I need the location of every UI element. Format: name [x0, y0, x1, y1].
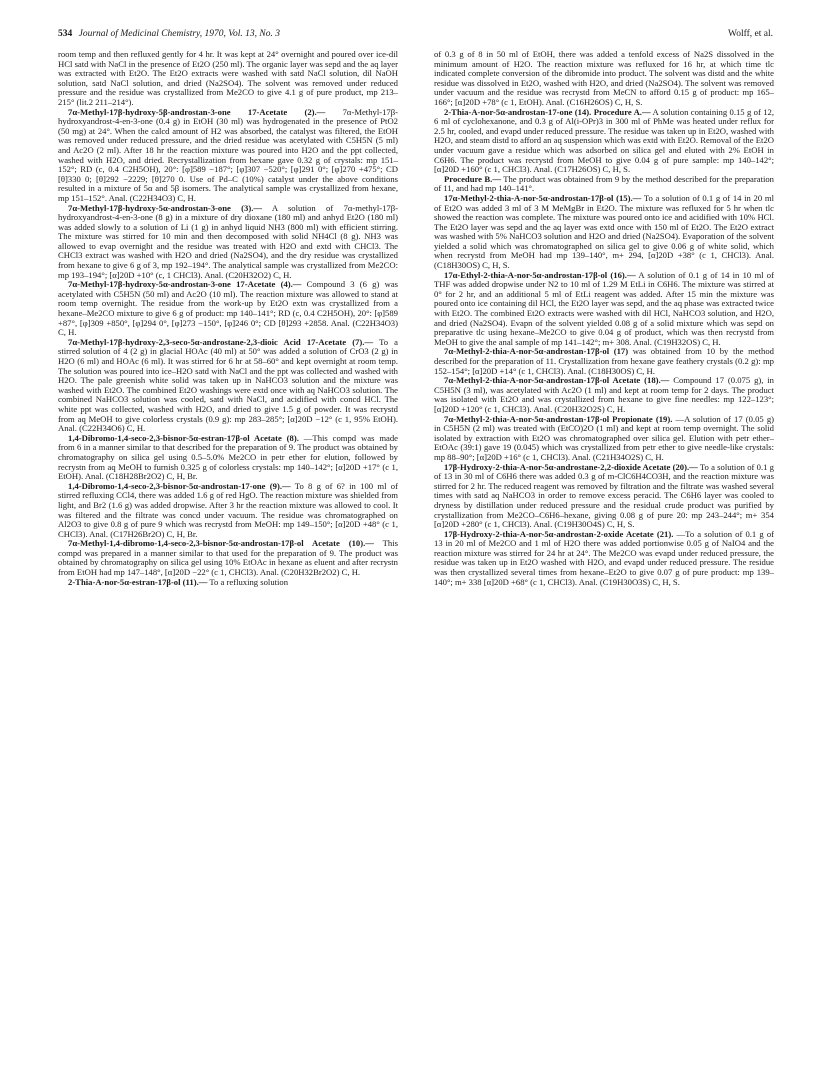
compound-heading: 1,4-Dibromo-1,4-seco-2,3-bisnor-5α-estran-17β-ol Acetate (8). — [68, 432, 299, 443]
compound-heading: 1,4-Dibromo-1,4-seco-2,3-bisnor-5α-androstan-17-one (9).— — [68, 480, 291, 491]
paragraph — [58, 280, 398, 338]
paragraph-body: Compound 3 (6 g) was acetylated with C5H5N (50 ml) and Ac2O (10 ml). The reaction mixture was allowed to stand at room temp overnight. The residue from the work-up by Et2O extn was crystallized from a hexane–Me2CO mixture to give 6 g of product: mp 140–141°; RD (c, 0.4 C2H5OH), 20°: [φ]589 +87°, [φ]309 +850°, [φ]294 0°, [φ]273 −150°, [φ]246 0°; CD [θ]293 +2858. Anal. (C22H34O3) C, H. — [58, 279, 399, 338]
compound-heading: 17α-Ethyl-2-thia-A-nor-5α-androstan-17β-ol (16).— — [444, 269, 636, 280]
page-number: 534 — [58, 29, 73, 39]
compound-heading: 2-Thia-A-nor-5α-estran-17β-ol (11).— — [68, 576, 208, 587]
paragraph-body: A solution of 7α-methyl-17β-hydroxyandrost-4-en-3-one (8 g) in a mixture of dry dioxane (180 ml) and anhyd Et2O (180 ml) was added slowly to a solution of Li (1 g) in anhyd liquid NH3 (800 ml) with efficient stirring. The mixture was stirred for 10 min and then decomposed with solid NH4Cl (8 g). NH3 was allowed to evap overnight and the residue was treated with H2O and extd with CHCl3. The CHCl3 extract was washed with H2O and dried (Na2SO4), and the dry residue was crystallized from hexane to give 6 g of 3, mp 192–194°. The analytical sample was crystallized from Me2CO: mp 193–194°; [α]20D +10° (c, 1 CHCl3). Anal. (C20H32O2) C, H. — [58, 202, 398, 280]
paragraph-body: To 8 g of 6? in 100 ml of stirred refluxing CCl4, there was added 1.6 g of red HgO. The reaction mixture was shielded from light, and Br2 (1.6 g) was added dropwise. After 3 hr the reaction mixture was allowed to cool. It was filtered and the filtrate was concd under vacuum. The residue was chromatographed on Al2O3 to give 0.8 g of pure 9 which was recrystd from MeOH: mp 149–150°; [α]20D +48° (c 1, CHCl3). Anal. (C17H26Br2O) C, H, Br. — [58, 480, 398, 539]
paragraph-body: of 0.3 g of 8 in 50 ml of EtOH, there was added a tenfold excess of Na2S dissolved in the minimum amount of H2O. The reaction mixture was refluxed for 16 hr, at which time tlc indicated complete conversion of the dibromide into product. The solvent was distd and the white residue was dissolved in Et2O, washed with H2O, and dried (Na2SO4). The solvent was removed under vacuum and the residue was recrystd from MeCN to afford 0.15 g of product: mp 165–166°; [α]20D +78° (c 1, EtOH). Anal. (C16H26OS) C, H, S. — [434, 49, 774, 107]
paragraph — [58, 434, 398, 482]
paragraph-body: A solution of 0.1 g of 14 in 10 ml of THF was added dropwise under N2 to 10 ml of 1.29 M EtLi in C6H6. The mixture was stirred at 0° for 2 hr, and an additional 5 ml of EtLi reagent was added. After 15 min the mixture was poured onto ice containing dil HCl, the Et2O layer was sepd, and the aq phase was extracted twice with Et2O. The combined Et2O extracts were washed with dil HCl, NaHCO3 solution, and H2O, and dried (Na2SO4). Evapn of the solvent yielded 0.08 g of a solid mixture which was sepd on preparative tlc using hexane–Me2CO to give 0.04 g of product, which was then recrystd from MeOH to give the anal sample of mp 141–142°; m+ 308. Anal. (C19H32OS) C, H. — [434, 269, 774, 347]
paragraph — [58, 539, 398, 577]
compound-heading: 7α-Methyl-17β-hydroxy-5β-androstan-3-one 17-Acetate (2).— — [68, 106, 326, 117]
paragraph-body: room temp and then refluxed gently for 4 hr. It was kept at 24° overnight and poured over ice-dil HCl satd with NaCl in the presence of Et2O (250 ml). The organic layer was sepd and the aq layer was extracted with Et2O. The Et2O extracts were washed with satd NaCl solution, dil NaOH solution, satd NaCl solution, and dried (Na2SO4). The solvent was removed under reduced pressure and the residue was crystallized from Me2CO to give 4.1 g of pure product, mp 213–215° (lit.2 211–214°). — [58, 49, 398, 107]
paragraph — [58, 204, 398, 281]
compound-heading: 7α-Methyl-17β-hydroxy-5α-androstan-3-one (3).— — [68, 202, 263, 213]
compound-heading: Procedure B.— — [444, 173, 501, 184]
paragraph-body: —To a solution of 0.1 g of 13 in 20 ml of Me2CO and 1 ml of H2O there was added portionwise 0.05 g of NaIO4 and the reaction mixture was stirred for 24 hr at 24°. The Me2CO was evapd under reduced pressure, the residue was taken up in Et2O washed with H2O, and evapd under reduced pressure. The residue was then crystallized several times from hexane–Et2O to give 0.07 g of pure product: mp 139–140°; m+ 338 [α]20D +68° (c 1, CHCl3). Anal. (C19H30O3S) C, H, S. — [434, 528, 775, 587]
paragraph — [434, 175, 774, 194]
paragraph-body: A solution containing 0.15 g of 12, 6 ml of cyclohexanone, and 0.3 g of Al(i-OPr)3 in 300 ml of PhMe was heated under reflux for 2.5 hr, cooled, and evapd under reduced pressure. The residue was taken up in Et2O, washed with H2O, and steam distd to afford an aq suspension which was extd with Et2O. Removal of the Et2O under vacuum gave a residue which was adsorbed on silica gel and eluted with 2% EtOH in C6H6. The product was recrystd from MeOH to give 0.04 g of pure sample: mp 140–142°; [α]20D +160° (c 1, CHCl3). Anal. (C17H26OS) C, H, S. — [434, 106, 774, 175]
paragraph — [434, 271, 774, 348]
right-column — [434, 50, 774, 587]
compound-heading: 7α-Methyl-17β-hydroxy-2,3-seco-5α-androstane-2,3-dioic Acid 17-Acetate (7).— — [68, 336, 374, 347]
paragraph — [434, 415, 774, 463]
journal-citation: Journal of Medicinal Chemistry, 1970, Vol. 13, No. 3 — [78, 29, 280, 39]
paragraph-body: To a solution of 0.1 g of 13 in 30 ml of C6H6 there was added 0.3 g of m-ClC6H4CO3H, and the reaction mixture was stirred for 2 hr. The reduced reagent was removed by filtration and the filtrate was washed several times with satd aq NaHCO3 in order to remove excess peracid. The C6H6 layer was cooled to dryness by distillation under reduced pressure and the residual crude product was purified by crystallization from Me2CO–C6H6–hexane, giving 0.08 g of pure 20: mp 243–244°; m+ 354 [α]20D +280° (c 1, CHCl3). Anal. (C19H30O4S) C, H, S. — [434, 461, 774, 530]
paragraph — [434, 108, 774, 175]
compound-heading: 7α-Methyl-1,4-dibromo-1,4-seco-2,3-bisnor-5α-androstan-17β-ol Acetate (10).— — [68, 538, 374, 549]
paragraph-body: —A solution of 17 (0.05 g) in C5H5N (2 ml) was treated with (EtCO)2O (1 ml) and kept at room temp overnight. The solid isolated by extraction with Et2O was chromatographed over silica gel. Elution with petr ether–EtOAc (39:1) gave 19 (0.045) which was crystallized from petr ether to give needle-like crystals: mp 88–90°; [α]20D +16° (c 1, CHCl3). Anal. (C21H34O2S) C, H. — [434, 413, 775, 462]
paragraph — [434, 530, 774, 588]
paragraph — [58, 50, 398, 108]
paragraph — [434, 347, 774, 376]
paragraph-body: —This compd was made from 6 in a manner similar to that described for the preparation of 9. The product was obtained by chromatography on silica gel using 0.5–5.0% Me2CO in petr ether for elution, followed by recrystn from aq MeOH to furnish 0.325 g of colorless crystals: mp 140–142°; [α]20D +17° (c 1, EtOH). Anal. (C18H28Br2O2) C, H, Br. — [58, 432, 399, 482]
compound-heading: 2-Thia-A-nor-5α-androstan-17-one (14). Procedure A.— — [444, 106, 651, 117]
left-column — [58, 50, 398, 587]
running-head-authors: Wolff, et al. — [728, 29, 773, 39]
paragraph-body: This compd was prepared in a manner similar to that used for the preparation of 9. The product was obtained by chromatography on silica gel using 10% EtOAc in hexane as eluent and after recrystn from EtOH had mp 147–148°, [α]20D −22° (c 1, CHCl3). Anal. (C20H32Br2O2) C, H. — [58, 538, 398, 578]
compound-heading: 17β-Hydroxy-2-thia-A-nor-5α-androstane-2,2-dioxide Acetate (20).— — [444, 461, 698, 472]
header-left — [58, 26, 280, 42]
paragraph-body: To a refluxing solution — [209, 576, 289, 587]
paragraph — [58, 578, 398, 588]
paragraph-body: To a solution of 0.1 g of 14 in 20 ml of Et2O was added 3 ml of 3 M MeMgBr in Et2O. The mixture was refluxed for 5 hr when tlc showed the reaction was complete. The mixture was poured onto ice and acidified with 10% HCl. The Et2O layer was sepd and the aq layer was extd once with 150 ml of Et2O. The Et2O extract was washed with 5% NaHCO3 solution and H2O and dried (Na2SO4). Evaporation of the solvent yielded a solid which was chromatographed on silica gel to give 0.06 g of white solid, which when recrystd from MeOH had mp 139–140°, m+ 294, [α]20D +38° (c 1, CHCl3). Anal. (C18H30OS) C, H, S. — [434, 192, 774, 271]
paragraph-body: Compound 17 (0.075 g), in C5H5N (3 ml), was acetylated with Ac2O (1 ml) and kept at room temp for 2 days. The product was isolated with Et2O and was crystallized from hexane to give fine needles: mp 122–123°; [α]20D +120° (c 1, CHCl3). Anal. (C20H32O2S) C, H. — [434, 375, 774, 414]
paragraph-body: To a stirred solution of 4 (2 g) in glacial HOAc (40 ml) at 50° was added a solution of CrO3 (2 g) in H2O (6 ml) and HOAc (6 ml). It was stirred for 6 hr at 58–60° and kept overnight at room temp. The solution was poured into ice–H2O satd with NaCl and the ppt was collected and washed with H2O. The pale greenish white solid was taken up in NaHCO3 solution and the mixture was washed with Et2O. The combined Et2O washings were extd once with aq NaHCO3 solution. The combined NaHCO3 solution was cooled, satd with NaCl, and acidified with concd HCl. The white ppt was collected, washed with H2O, and dried to give 1.5 g of powder. It was recrystd from aq MeOH to give colorless crystals (0.9 g): mp 283–285°; [α]20D −12° (c 1, 95% EtOH). Anal. (C22H34O6) C, H. — [58, 336, 398, 434]
paragraph — [58, 108, 398, 204]
paragraph — [58, 482, 398, 540]
compound-heading: 17α-Methyl-2-thia-A-nor-5α-androstan-17β-ol (15).— — [444, 192, 642, 203]
paragraph-body: The product was obtained from 9 by the method described for the preparation of 11, and had mp 140–141°. — [434, 173, 774, 194]
paragraph — [434, 463, 774, 530]
compound-heading: 7α-Methyl-2-thia-A-nor-5α-androstan-17β-ol Propionate (19). — [444, 413, 673, 424]
compound-heading: 7α-Methyl-17β-hydroxy-5α-androstan-3-one 17-Acetate (4).— — [68, 279, 302, 290]
compound-heading: 17β-Hydroxy-2-thia-A-nor-5α-androstan-2-oxide Acetate (21). — [444, 528, 674, 539]
paragraph — [434, 376, 774, 414]
compound-heading: 7α-Methyl-2-thia-A-nor-5α-androstan-17β-ol (17) — [444, 346, 629, 357]
paragraph — [434, 194, 774, 271]
paragraph-body: 7α-Methyl-17β-hydroxyandrost-4-en-3-one (0.4 g) in EtOH (30 ml) was hydrogenated in the presence of PtO2 (50 mg) at 24°. When the calcd amount of H2 was absorbed, the catalyst was filtered, the EtOH was removed under reduced pressure, and the dried residue was acetylated with C5H5N (5 ml) and Ac2O (2 ml). After 18 hr the reaction mixture was poured into H2O and the ppt collected, washed with H2O, and dried. Recrystallization from hexane gave 0.32 g of crystals: mp 151–152°; RD (c, 0.4 C2H5OH), 20°: [φ]589 −187°; [φ]307 −520°; [φ]291 0°; [φ]270 +475°; CD [θ]330 0; [θ]292 −2229; [θ]270 0. Use of Pd–C (10%) catalyst under the above conditions resulted in a mixture of 5α and 5β isomers. The analytical sample was crystallized from hexane, mp 151–152°. Anal. (C22H34O3) C, H. — [58, 106, 398, 203]
paragraph-body: was obtained from 10 by the method described for the preparation of 11. Crystallization from hexane gave feathery crystals (0.2 g): mp 152–154°; [α]20D +14° (c 1, CHCl3). Anal. (C18H30OS) C, H. — [434, 346, 774, 376]
paragraph — [434, 50, 774, 108]
page-header — [58, 26, 773, 42]
paragraph — [58, 338, 398, 434]
compound-heading: 7α-Methyl-2-thia-A-nor-5α-androstan-17β-ol Acetate (18).— — [444, 375, 670, 386]
